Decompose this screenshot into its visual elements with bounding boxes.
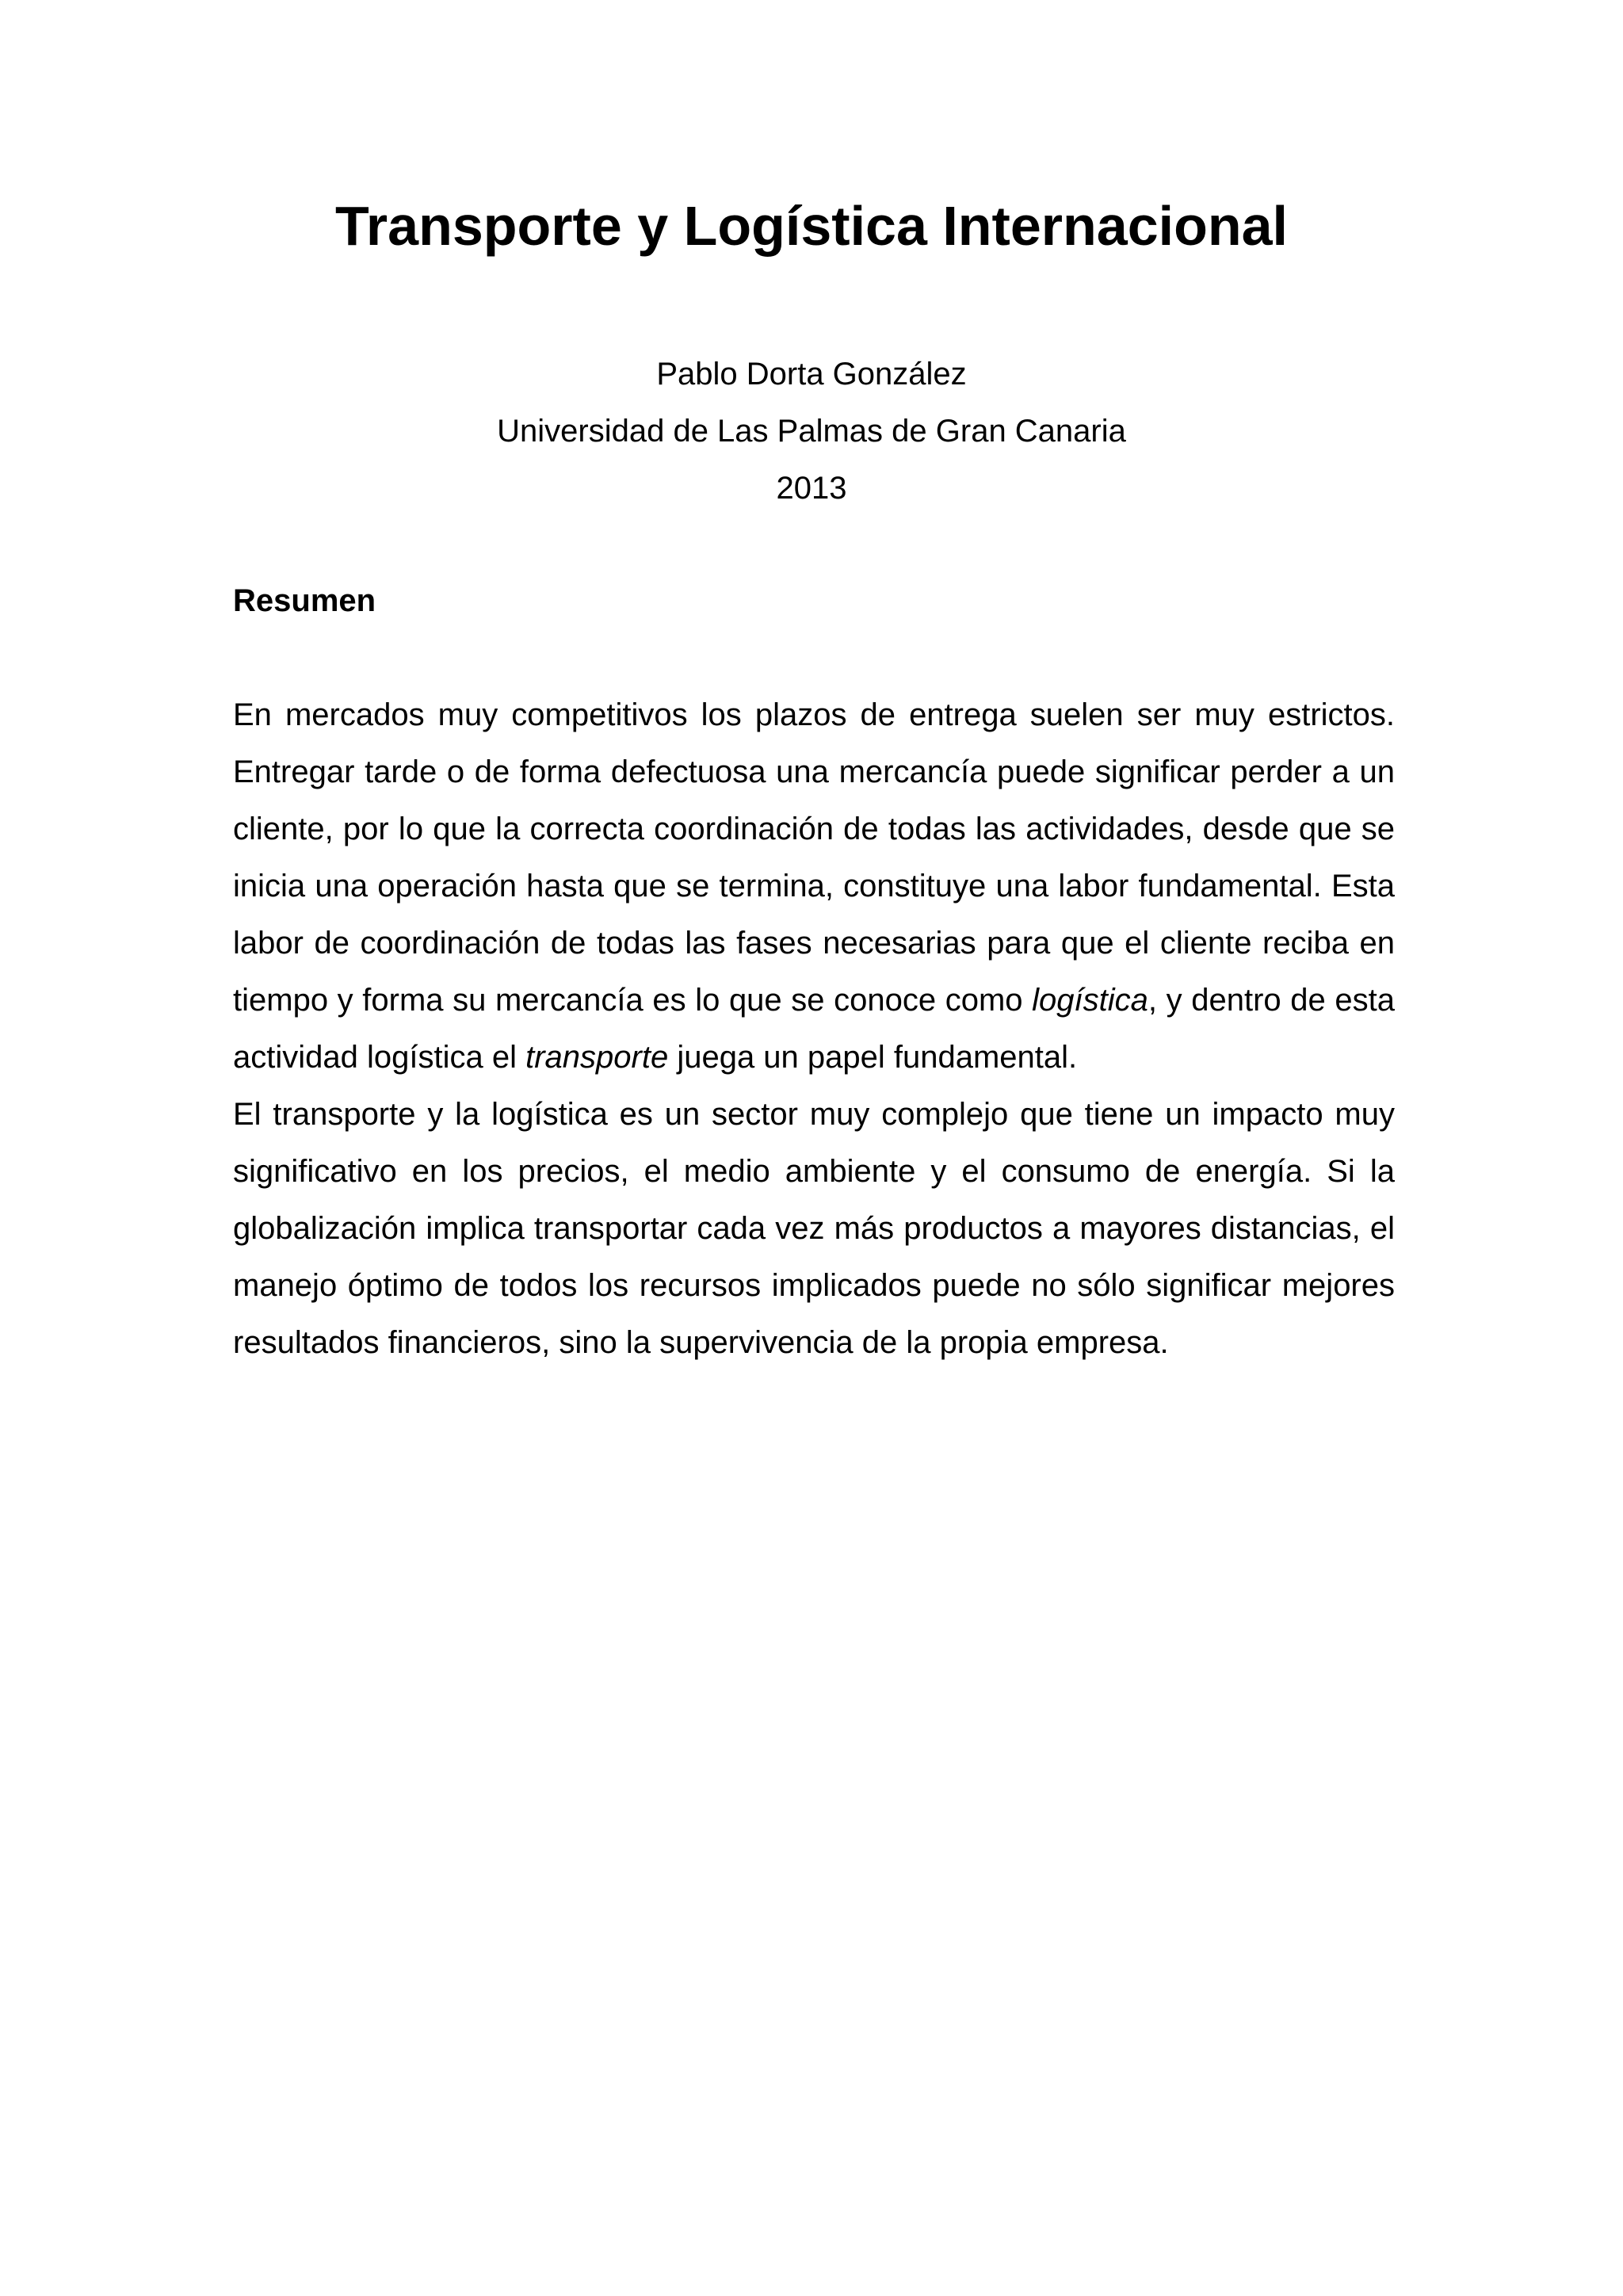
author-block [0,346,1623,517]
abstract-heading: Resumen [233,583,376,618]
abstract-paragraph-1 [233,686,1395,1086]
paragraph-1-text-b: , y dentro de esta actividad logística el [233,983,1395,1075]
term-logistica: logística [1032,983,1148,1018]
abstract-paragraph-2: El transporte y la logística es un sector muy complejo que tiene un impacto muy significativo en los precios, el medio ambiente y el consumo de energía. Si la globalización implica transportar cada vez más productos a mayores distancias, el manejo óptimo de todos los recursos implicados puede no sólo significar mejores resultados financieros, sino la supervivencia de la propia empresa. [233,1097,1395,1360]
paragraph-1-text-a: En mercados muy competitivos los plazos de entrega suelen ser muy estrictos. Entregar tarde o de forma defectuosa una mercancía puede significar perder a un cliente, por lo que la correcta coordinación de todas las actividades, desde que se inicia una operación hasta que se termina, constituye una labor fundamental. Esta labor de coordinación de todas las fases necesarias para que el cliente reciba en tiempo y forma su mercancía es lo que se conoce como [233,697,1395,1018]
author-affiliation: Universidad de Las Palmas de Gran Canaria [497,414,1126,449]
term-transporte: transporte [525,1040,669,1075]
author-name: Pablo Dorta González [656,357,967,392]
paragraph-1-text-c: juega un papel fundamental. [668,1040,1078,1075]
publication-year: 2013 [776,471,847,506]
abstract-body [233,686,1395,1371]
document-title: Transporte y Logística Internacional [335,195,1288,257]
